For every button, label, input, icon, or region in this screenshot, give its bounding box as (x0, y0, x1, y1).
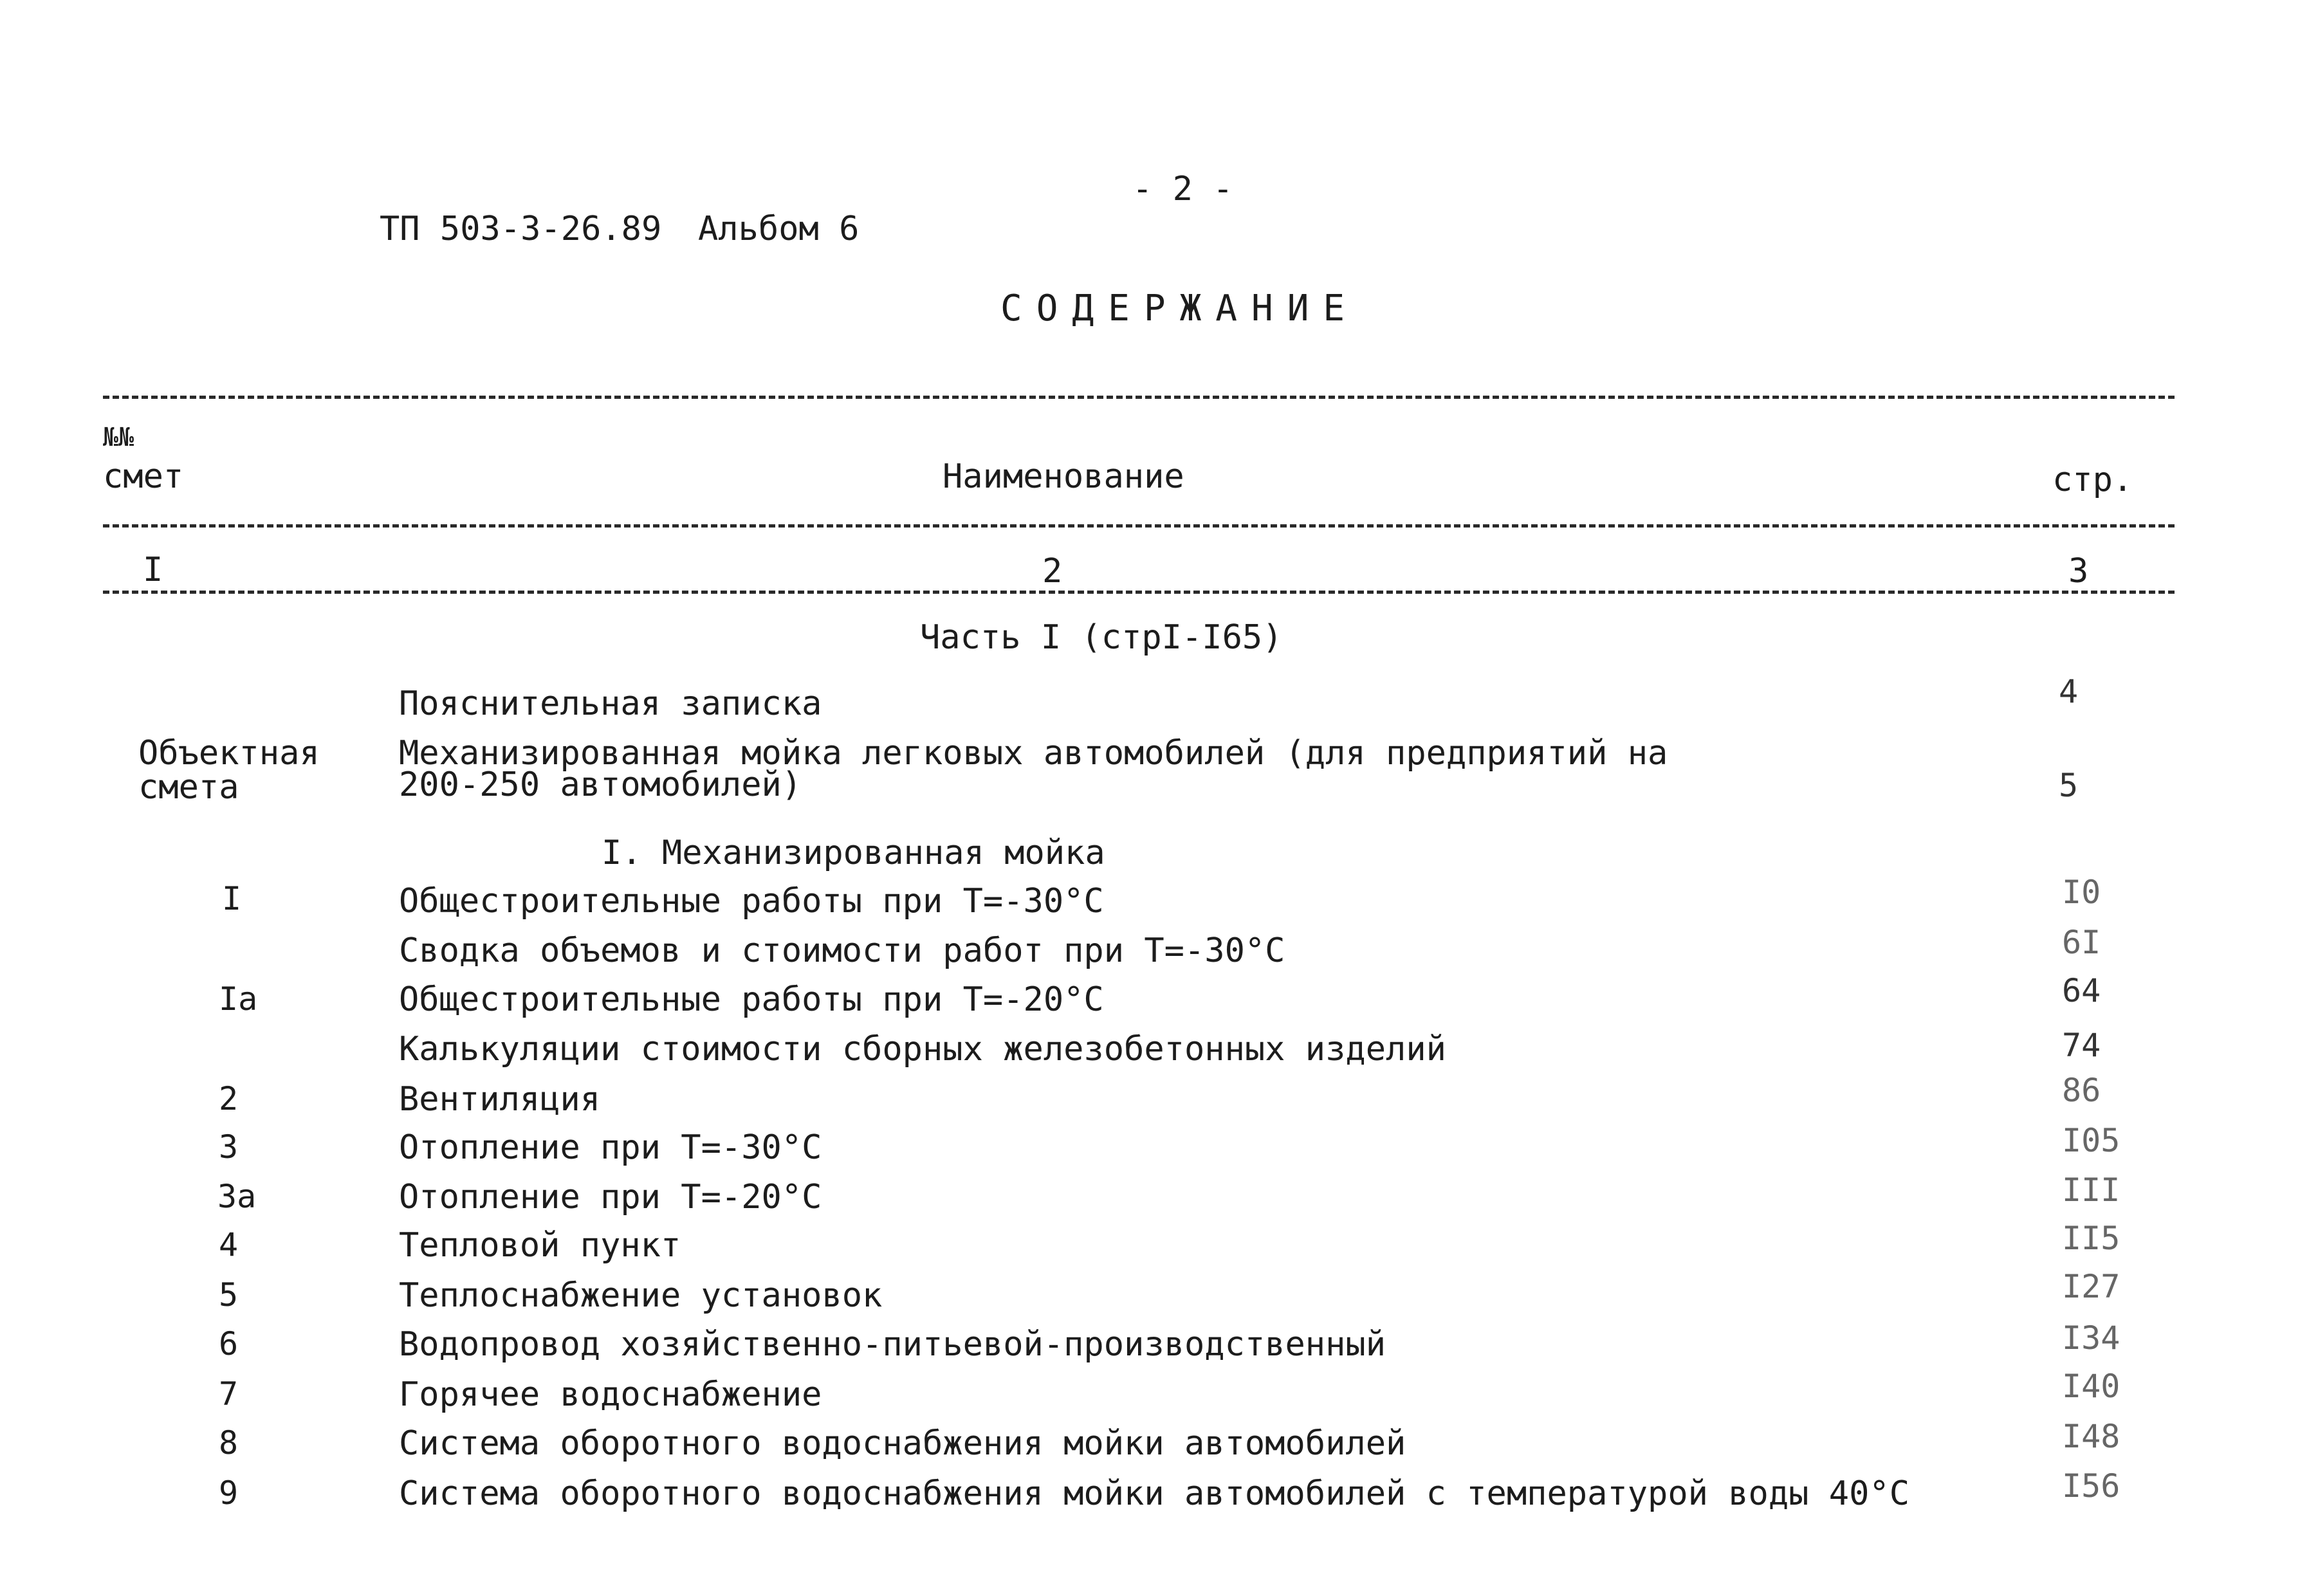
row-name: Система оборотного водоснабжения мойки автомобилей с температурой воды 40°С (399, 1474, 1909, 1513)
col2-header: Наименование (943, 457, 1184, 496)
row-num: I (222, 880, 242, 917)
row-page: III (2062, 1171, 2120, 1209)
col1-header-line2: смет (103, 457, 184, 496)
row-name: Пояснительная записка (399, 684, 822, 723)
row-page: I27 (2062, 1268, 2120, 1305)
row-page: 64 (2062, 972, 2101, 1009)
row-num: 3а (217, 1178, 257, 1215)
row-name: Калькуляции стоимости сборных железобетонных изделий (399, 1030, 1446, 1069)
row-page: I48 (2062, 1418, 2120, 1455)
col1-header-line1: №№ (103, 423, 134, 452)
header-middle-rule (103, 524, 2175, 527)
row-num: 3 (219, 1128, 239, 1166)
row-num: 9 (219, 1474, 239, 1512)
album-label: Альбом 6 (698, 210, 860, 248)
row-name: Отопление при Т=-30°С (399, 1128, 822, 1167)
row-page: 74 (2062, 1027, 2101, 1064)
row-num-line2: смета (138, 768, 239, 807)
row-page: I40 (2062, 1368, 2120, 1405)
col3-header: стр. (2052, 461, 2133, 499)
row-name: Вентиляция (399, 1080, 601, 1119)
column-number-1: I (143, 551, 163, 589)
row-name-line1: Механизированная мойка легковых автомобилей (для предприятий на (399, 734, 1668, 773)
row-page: 5 (2059, 767, 2079, 804)
row-num: 6 (219, 1325, 239, 1362)
part-heading: Часть I (стрI-I65) (920, 618, 1283, 657)
row-num-line1: Объектная (138, 734, 320, 773)
row-page: 86 (2062, 1072, 2101, 1109)
row-page: I56 (2062, 1467, 2120, 1505)
row-num: 7 (219, 1375, 239, 1413)
row-name: Отопление при Т=-20°С (399, 1178, 822, 1216)
header-bottom-rule (103, 591, 2175, 594)
column-number-3: 3 (2068, 552, 2089, 591)
row-num: 2 (219, 1080, 239, 1117)
row-page: II5 (2062, 1220, 2120, 1257)
row-name: Общестроительные работы при Т=-20°С (399, 980, 1104, 1019)
row-num: 5 (219, 1276, 239, 1314)
row-page: I05 (2062, 1122, 2120, 1159)
row-page: 4 (2059, 673, 2079, 710)
row-page: 6I (2062, 924, 2101, 961)
page-number: - 2 - (1132, 170, 1233, 208)
row-name: Тепловой пункт (399, 1226, 681, 1265)
row-name: Сводка объемов и стоимости работ при Т=-30°С (399, 931, 1285, 970)
section-heading: I. Механизированная мойка (602, 834, 1105, 872)
row-num: 8 (219, 1424, 239, 1462)
page-title: СОДЕРЖАНИЕ (1000, 288, 1359, 329)
header-top-rule (103, 396, 2175, 399)
row-page: I34 (2062, 1319, 2120, 1357)
row-name: Горячее водоснабжение (399, 1375, 822, 1414)
row-name-line2: 200-250 автомобилей) (399, 766, 802, 804)
doc-code: ТП 503-3-26.89 (380, 210, 662, 248)
row-name: Общестроительные работы при Т=-30°С (399, 882, 1104, 921)
row-num: 4 (219, 1226, 239, 1263)
row-name: Теплоснабжение установок (399, 1276, 883, 1315)
column-number-2: 2 (1042, 552, 1063, 591)
row-name: Система оборотного водоснабжения мойки автомобилей (399, 1424, 1406, 1463)
row-page: I0 (2062, 874, 2101, 911)
row-num: Iа (219, 980, 258, 1018)
row-name: Водопровод хозяйственно-питьевой-производственный (399, 1325, 1386, 1364)
